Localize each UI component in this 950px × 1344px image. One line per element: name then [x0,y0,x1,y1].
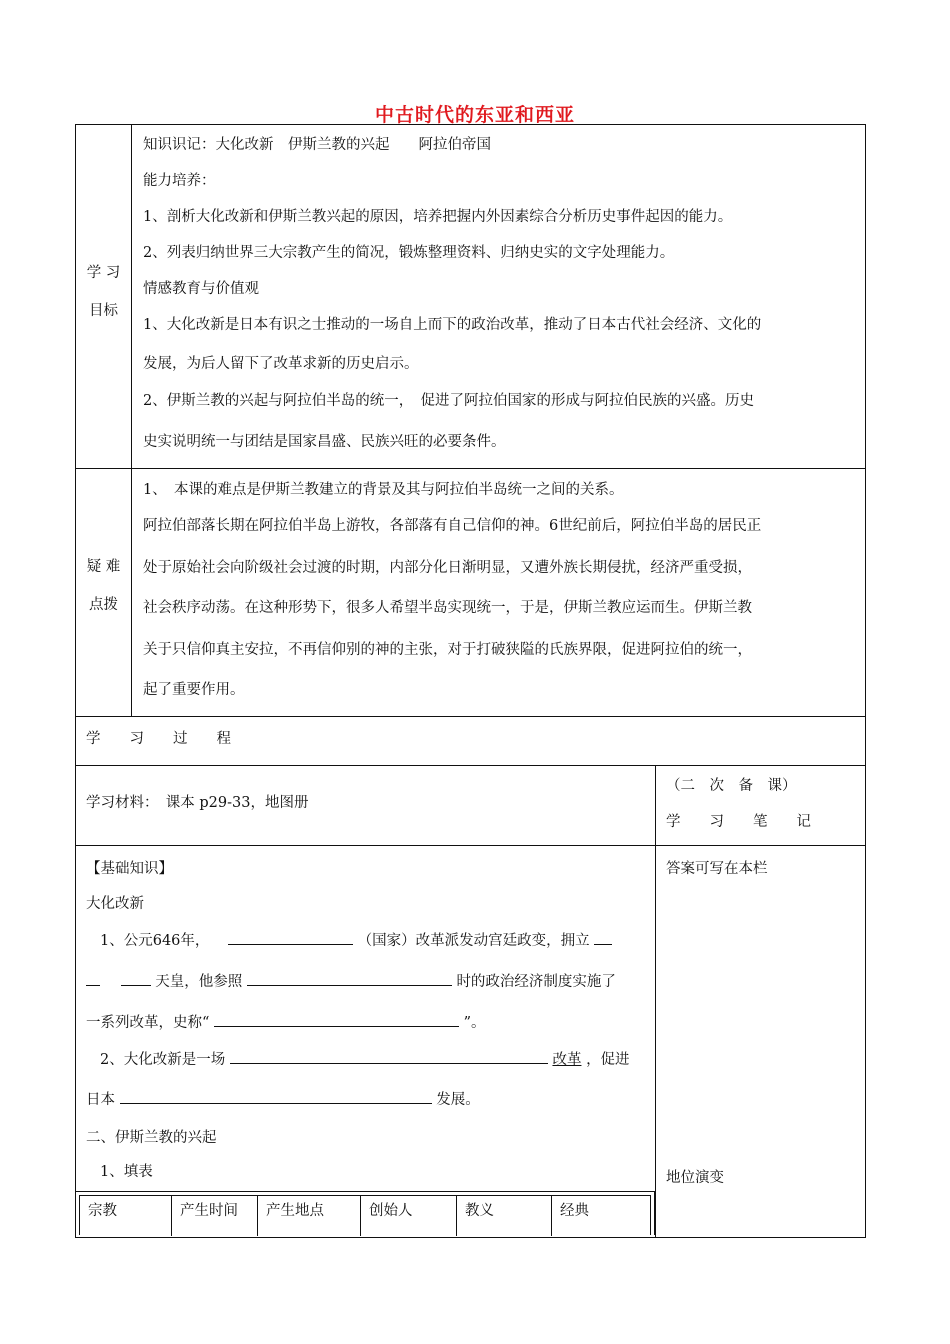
q1-part-c: 天皇，他参照 [155,974,243,990]
row-divider-materials [75,845,866,846]
goals-emotion-2-line1: 2、伊斯兰教的兴起与阿拉伯半岛的统一， 促进了阿拉伯国家的形成与阿拉伯民族的兴盛。历史 [143,393,754,409]
difficulty-line-3: 处于原始社会向阶级社会过渡的时期，内部分化日渐明显，又遭外族长期侵扰，经济严重受损， [143,560,752,576]
goals-emotion-heading: 情感教育与价值观 [143,281,259,297]
difficulty-label-line2: 点拨 [89,597,118,613]
question-1-line1 [100,929,612,950]
col-header-time: 产生时间 [172,1196,258,1236]
goals-ability-heading: 能力培养： [143,173,216,189]
blank-development[interactable] [120,1088,432,1104]
materials-text: 学习材料： 课本 p29-33，地图册 [86,795,309,811]
notes-column-divider [655,765,656,1238]
section-islam-rise: 二、伊斯兰教的兴起 [86,1130,217,1146]
goals-label-line1: 学 习 [86,265,121,281]
question-2-line2 [86,1088,480,1109]
q1-part-b: （国家）改革派发动宫廷政变，拥立 [357,933,590,949]
blank-emperor-a[interactable] [594,929,612,945]
q1-part-a: 1、公元646年， [100,933,210,949]
q2-part-a: 2、大化改新是一场 [100,1052,226,1068]
question-1-line2 [86,970,616,991]
blank-reform-type[interactable] [230,1048,548,1064]
difficulty-label-line1: 疑 难 [86,559,121,575]
q2-part-e: 发展。 [436,1092,480,1108]
q2-part-c: ，促进 [586,1052,630,1068]
blank-reform-name[interactable] [214,1011,459,1027]
goals-knowledge: 知识识记：大化改新 伊斯兰教的兴起 阿拉伯帝国 [143,137,491,153]
difficulty-line-5: 关于只信仰真主安拉，不再信仰别的神的主张，对于打破狭隘的氏族界限，促进阿拉伯的统一， [143,642,752,658]
q2-part-d: 日本 [86,1092,115,1108]
label-column-divider [131,124,132,716]
q1-part-e: 一系列改革，史称“ [86,1015,210,1031]
col-header-founder: 创始人 [361,1196,457,1236]
col-header-scripture: 经典 [560,1203,589,1219]
goals-emotion-2-line2: 史实说明统一与团结是国家昌盛、民族兴旺的必要条件。 [143,434,506,450]
question-2-line1 [100,1048,630,1069]
difficulty-line-6: 起了重要作用。 [143,682,245,698]
goals-label-line2: 目标 [89,303,118,319]
section-taika-reform: 大化改新 [86,896,144,912]
blank-emperor-b[interactable] [86,970,100,986]
religion-table [75,1191,655,1235]
blank-dynasty[interactable] [247,970,452,986]
process-heading: 学 习 过 程 [86,731,231,747]
blank-emperor-c[interactable] [121,970,151,986]
row-divider-difficulty [75,716,866,717]
q1-part-f: ”。 [463,1015,486,1031]
blank-country[interactable] [228,929,353,945]
fill-table-instruction: 1、填表 [100,1164,153,1180]
basics-heading: 【基础知识】 [86,861,173,877]
q1-part-d: 时的政治经济制度实施了 [456,974,616,990]
answer-hint: 答案可写在本栏 [666,861,768,877]
col-header-religion: 宗教 [80,1196,172,1236]
col-header-doctrine: 教义 [457,1196,552,1236]
page-title: 中古时代的东亚和西亚 [374,104,575,126]
goals-ability-1: 1、剖析大化改新和伊斯兰教兴起的原因，培养把握内外因素综合分析历史事件起因的能力。 [143,209,733,225]
difficulty-line-2: 阿拉伯部落长期在阿拉伯半岛上游牧，各部落有自己信仰的神。6世纪前后，阿拉伯半岛的居民正 [143,518,762,534]
col-header-place: 产生地点 [258,1196,361,1236]
difficulty-line-4: 社会秩序动荡。在这种形势下，很多人希望半岛实现统一，于是，伊斯兰教应运而生。伊斯兰教 [143,600,752,616]
row-divider-process [75,765,866,766]
status-change-note: 地位演变 [666,1170,724,1186]
q2-part-b: 改革 [552,1052,582,1068]
goals-emotion-1-line1: 1、大化改新是日本有识之士推动的一场自上而下的政治改革，推动了日本古代社会经济、文化的 [143,317,762,333]
goals-emotion-1-line2: 发展，为后人留下了改革求新的历史启示。 [143,356,419,372]
question-1-line3 [86,1011,486,1032]
second-prep-heading: （二 次 备 课） [666,778,797,794]
goals-ability-2: 2、列表归纳世界三大宗教产生的简况，锻炼整理资料、归纳史实的文字处理能力。 [143,245,675,261]
row-divider-goals [75,468,866,469]
study-notes-heading: 学 习 笔 记 [666,814,811,830]
goals-label [76,254,131,330]
difficulty-line-1: 1、 本课的难点是伊斯兰教建立的背景及其与阿拉伯半岛统一之间的关系。 [143,482,624,498]
difficulty-label [76,548,131,624]
religion-table-header-row [79,1195,651,1235]
